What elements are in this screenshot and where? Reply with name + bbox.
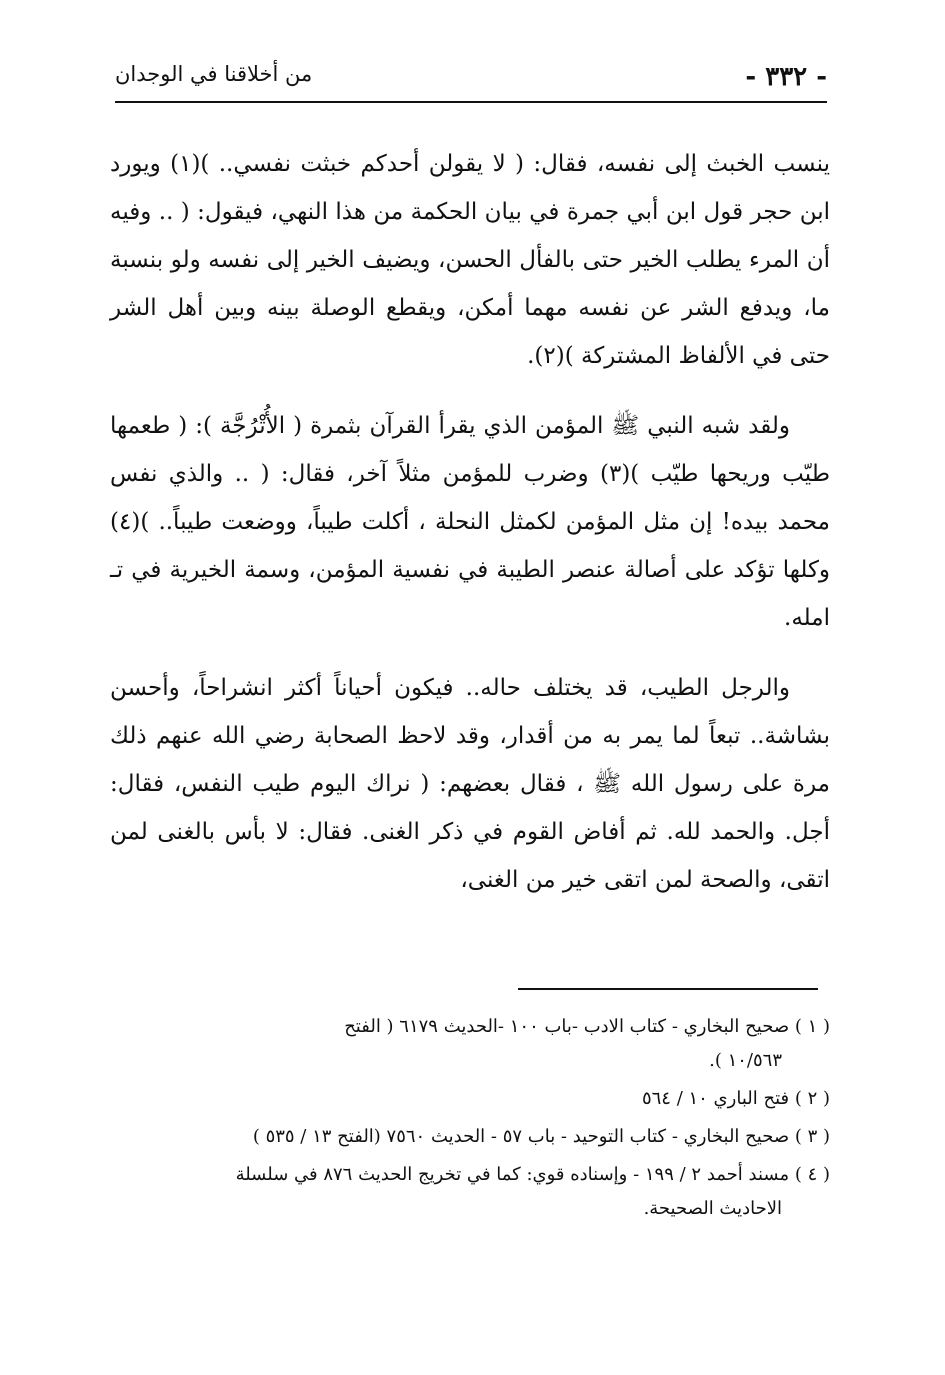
footnote-4-text: ( ٤ ) مسند أحمد ٢ / ١٩٩ - وإسناده قوي: كما في تخريج الحديث ٨٧٦ في سلسلة bbox=[235, 1164, 830, 1185]
footnote-2-text: ( ٢ ) فتح الباري ١٠ / ٥٦٤ bbox=[641, 1088, 830, 1109]
footnote-1 bbox=[110, 1010, 830, 1078]
footnote-1-continuation: ١٠/٥٦٣ ). bbox=[709, 1050, 782, 1071]
footnote-divider bbox=[518, 988, 818, 990]
footnote-2 bbox=[110, 1082, 830, 1116]
footnote-3 bbox=[110, 1120, 830, 1154]
page-number: - ٣٣٢ - bbox=[745, 62, 827, 92]
footnote-1-text: ( ١ ) صحيح البخاري - كتاب الادب -باب ١٠٠ -الحديث ٦١٧٩ ( الفتح bbox=[344, 1016, 830, 1037]
footnote-3-text: ( ٣ ) صحيح البخاري - كتاب التوحيد - باب ٥٧ - الحديث ٧٥٦٠ (الفتح ١٣ / ٥٣٥ ) bbox=[252, 1126, 830, 1147]
paragraph-3: والرجل الطيب، قد يختلف حاله.. فيكون أحياناً أكثر انشراحاً، وأحسن بشاشة.. تبعاً لما يمر به من أقدار، وقد لاحظ الصحابة رضي الله عنهم ذلك مرة على رسول الله ﷺ ، فقال بعضهم: ( نراك اليوم طيب النفس، فقال: أجل. والحمد لله. ثم أفاض القوم في ذكر الغنى. فقال: لا بأس بالغنى لمن اتقى، والصحة لمن اتقى خير من الغنى، bbox=[110, 675, 830, 893]
main-text bbox=[110, 140, 830, 926]
footnotes bbox=[110, 1010, 830, 1230]
paragraph-1: ينسب الخبث إلى نفسه، فقال: ( لا يقولن أحدكم خبثت نفسي.. )(١) ويورد ابن حجر قول ابن أبي جمرة في بيان الحكمة من هذا النهي، فيقول: ( .. وفيه أن المرء يطلب الخير حتى بالفأل الحسن، ويضيف الخير إلى نفسه ولو بنسبة ما، ويدفع الشر عن نفسه مهما أمكن، ويقطع الوصلة بينه وبين أهل الشر حتى في الألفاظ المشتركة )(٢). bbox=[110, 151, 830, 369]
paragraph-2: ولقد شبه النبي ﷺ المؤمن الذي يقرأ القرآن بثمرة ( الأُتْرُجَّة ): ( طعمها طيّب وريحها طيّب )(٣) وضرب للمؤمن مثلاً آخر، فقال: ( .. والذي نفس محمد بيده! إن مثل المؤمن لكمثل النحلة ، أكلت طيباً، ووضعت طيباً.. )(٤) وكلها تؤكد على أصالة عنصر الطيبة في نفسية المؤمن، وسمة الخيرية في تـ امله. bbox=[110, 413, 830, 631]
header-divider bbox=[115, 101, 827, 103]
running-header bbox=[115, 58, 827, 98]
book-title: من أخلاقنا في الوجدان bbox=[115, 62, 313, 86]
footnote-4-continuation: الاحاديث الصحيحة. bbox=[643, 1198, 782, 1219]
footnote-4 bbox=[110, 1158, 830, 1226]
